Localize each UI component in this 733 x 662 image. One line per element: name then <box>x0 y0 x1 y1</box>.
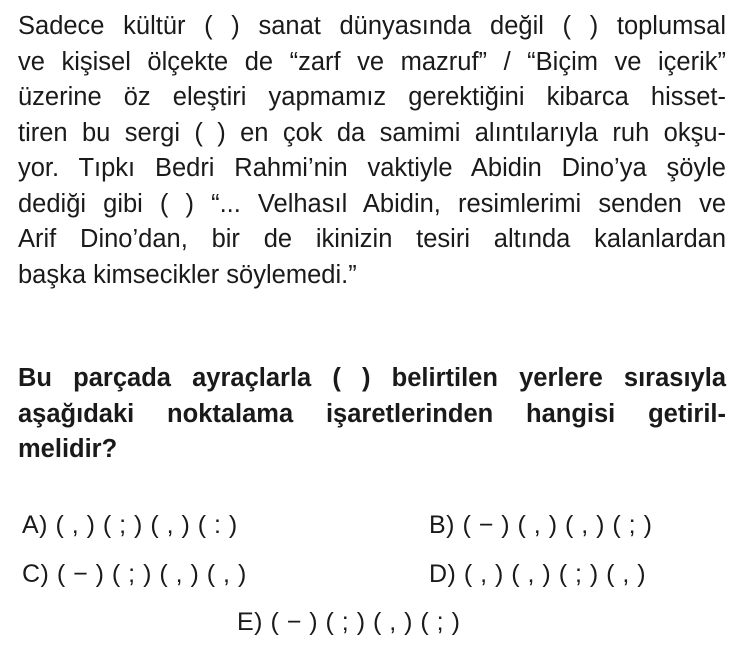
passage-text <box>18 9 726 293</box>
question-line: aşağıdaki noktalama işaretlerinden hangisi getiril- <box>18 399 726 428</box>
passage-line: üzerine öz eleştiri yapmamız gerektiğini kibarca hisset- <box>18 83 726 111</box>
question-stem <box>18 361 726 468</box>
passage-line: Sadece kültür ( ) sanat dünyasında değil ( ) toplumsal <box>18 12 726 40</box>
passage-line: ve kişisel ölçekte de “zarf ve mazruf” / “Biçim ve içerik” <box>18 47 726 76</box>
question-line: melidir? <box>18 435 118 463</box>
passage-line: Arif Dino’dan, bir de ikinizin tesiri altında kalanlardan <box>18 225 726 253</box>
option-b[interactable]: B) ( − ) ( , ) ( , ) ( ; ) <box>429 511 653 539</box>
passage-line: başka kimsecikler söylemedi.” <box>18 260 357 289</box>
option-d[interactable]: D) ( , ) ( , ) ( ; ) ( , ) <box>429 560 647 588</box>
passage-line: yor. Tıpkı Bedri Rahmi’nin vaktiyle Abidin Dino’ya şöyle <box>18 154 726 182</box>
passage-line: dediği gibi ( ) “... Velhasıl Abidin, resimlerimi senden ve <box>18 189 726 218</box>
option-a[interactable]: A) ( , ) ( ; ) ( , ) ( : ) <box>22 511 238 539</box>
question-line: Bu parçada ayraçlarla ( ) belirtilen yerlere sırasıyla <box>18 364 726 392</box>
passage-line: tiren bu sergi ( ) en çok da samimi alıntılarıyla ruh okşu- <box>18 118 726 147</box>
option-e[interactable]: E) ( − ) ( ; ) ( , ) ( ; ) <box>237 608 461 636</box>
option-c[interactable]: C) ( − ) ( ; ) ( , ) ( , ) <box>22 560 247 588</box>
